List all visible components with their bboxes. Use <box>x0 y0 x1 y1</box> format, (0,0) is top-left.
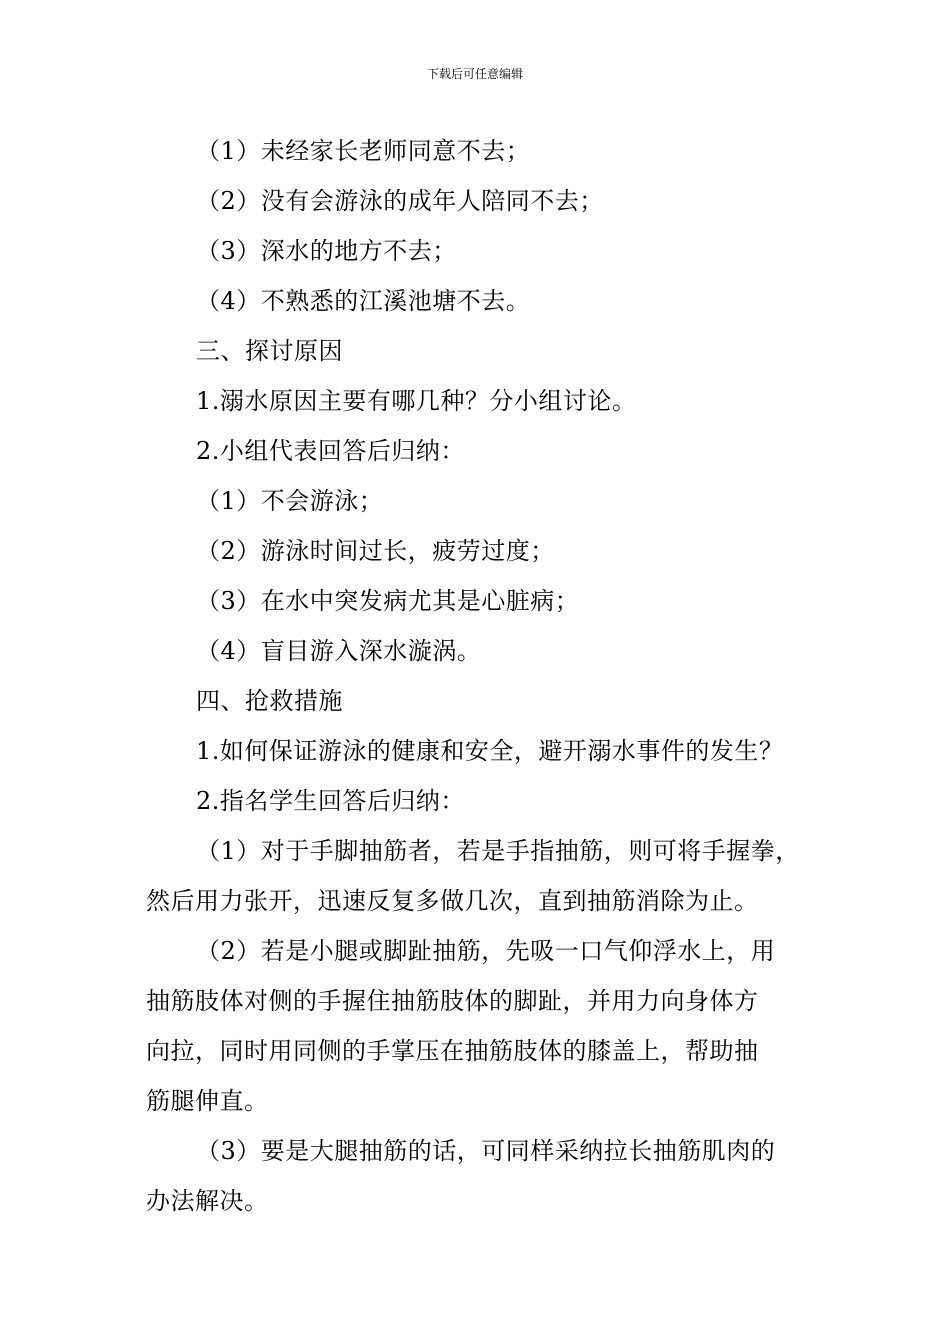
text-line: （4）不熟悉的江溪池塘不去。 <box>196 287 531 315</box>
text-line: 办法解决。 <box>146 1187 269 1215</box>
text-line: （3）要是大腿抽筋的话，可同样采纳拉长抽筋肌肉的 <box>196 1137 776 1165</box>
text-line: 抽筋肢体对侧的手握住抽筋肢体的脚趾，并用力向身体方 <box>146 987 759 1015</box>
text-line: 然后用力张开，迅速反复多做几次，直到抽筋消除为止。 <box>146 887 759 915</box>
text-line: 2.小组代表回答后归纳： <box>196 437 465 465</box>
text-line: （3）在水中突发病尤其是心脏病； <box>196 587 580 615</box>
text-line: （1）不会游泳； <box>196 487 384 515</box>
text-line: （2）没有会游泳的成年人陪同不去； <box>196 187 604 215</box>
text-line: （2）若是小腿或脚趾抽筋，先吸一口气仰浮水上，用 <box>196 937 776 965</box>
text-line: 2.指名学生回答后归纳： <box>196 787 465 815</box>
text-line: 1.溺水原因主要有哪几种？分小组讨论。 <box>196 387 637 415</box>
text-line: （1）未经家长老师同意不去； <box>196 137 531 165</box>
section-heading: 三、探讨原因 <box>196 337 343 365</box>
section-heading: 四、抢救措施 <box>196 687 343 715</box>
text-line: 筋腿伸直。 <box>146 1087 269 1115</box>
text-line: （1）对于手脚抽筋者，若是手指抽筋，则可将手握拳， <box>196 837 800 865</box>
page-header: 下载后可任意编辑 <box>426 67 523 81</box>
text-line: （2）游泳时间过长，疲劳过度； <box>196 537 555 565</box>
text-line: 1.如何保证游泳的健康和安全，避开溺水事件的发生？ <box>196 737 784 765</box>
text-line: （4）盲目游入深水漩涡。 <box>196 637 482 665</box>
text-line: （3）深水的地方不去； <box>196 237 457 265</box>
text-line: 向拉，同时用同侧的手掌压在抽筋肢体的膝盖上，帮助抽 <box>146 1037 759 1065</box>
